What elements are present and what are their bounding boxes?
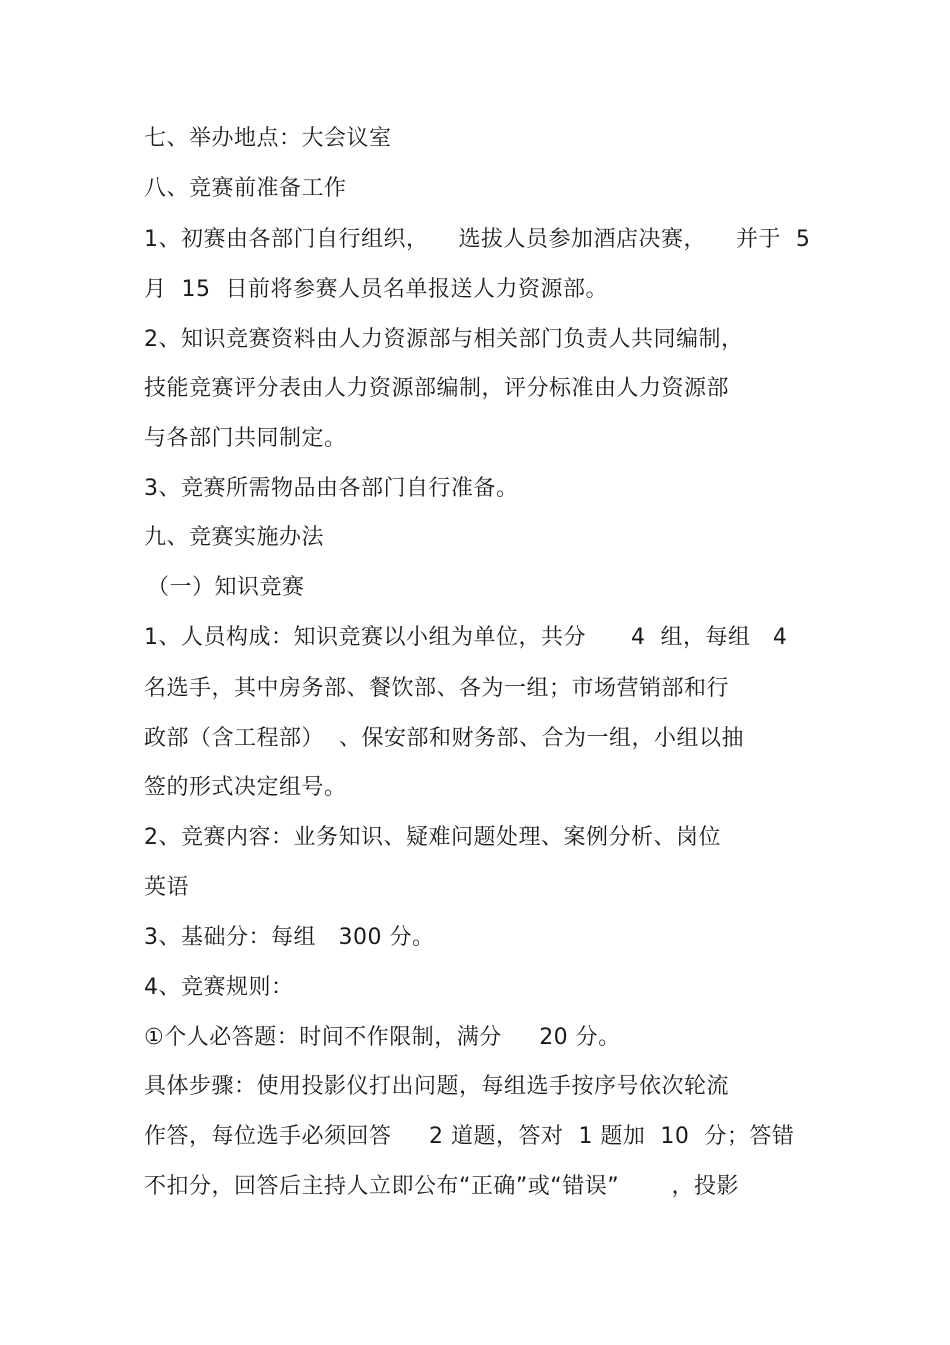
text-line: 英语 [144,875,190,900]
text-line: 3、竞赛所需物品由各部门自行准备。 [144,476,519,501]
text-line: 1、人员构成：知识竞赛以小组为单位，共分 4 组，每组 4 [144,625,788,650]
text-line: ①个人必答题：时间不作限制，满分 20 分。 [144,1025,621,1050]
text-line: 九、竞赛实施办法 [144,525,325,550]
text-line: 签的形式决定组号。 [144,775,347,800]
text-line: 具体步骤：使用投影仪打出问题，每组选手按序号依次轮流 [144,1074,730,1099]
text-line: 与各部门共同制定。 [144,426,347,451]
text-line: 月 15 日前将参赛人员名单报送人力资源部。 [144,277,608,302]
text-line: 技能竞赛评分表由人力资源部编制，评分标准由人力资源部 [144,376,730,401]
text-line: 名选手，其中房务部、餐饮部、各为一组；市场营销部和行 [144,676,730,701]
text-line: 2、竞赛内容：业务知识、疑难问题处理、案例分析、岗位 [144,825,721,850]
text-line: 1、初赛由各部门自行组织， 选拔人员参加酒店决赛， 并于 5 [144,227,811,252]
text-line: 政部（含工程部） 、保安部和财务部、合为一组，小组以抽 [144,726,744,751]
text-line: 2、知识竞赛资料由人力资源部与相关部门负责人共同编制， [144,327,744,352]
text-line: 不扣分，回答后主持人立即公布“正确”或“错误” ，投影 [144,1174,740,1199]
text-line: （一）知识竞赛 [147,575,305,600]
text-line: 作答，每位选手必须回答 2 道题，答对 1 题加 10 分；答错 [144,1124,795,1149]
text-line: 3、基础分：每组 300 分。 [144,925,435,950]
text-line: 4、竞赛规则： [144,975,294,1000]
text-line: 七、举办地点：大会议室 [144,126,392,151]
text-line: 八、竞赛前准备工作 [144,176,347,201]
